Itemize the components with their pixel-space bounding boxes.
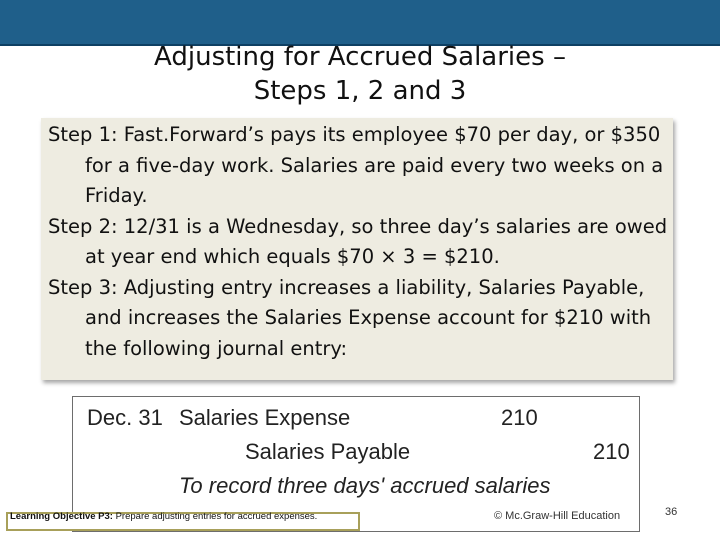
step-1-text: Step 1: Fast.Forward’s pays its employee $70 per day, or $350 for a five-day work. Salaries are paid every two weeks on a Friday. bbox=[48, 123, 664, 207]
journal-debit-amount: 210 bbox=[501, 405, 538, 430]
step-2-text: Step 2: 12/31 is a Wednesday, so three day’s salaries are owed at year end which equals $70 × 3 = $210. bbox=[48, 214, 668, 268]
copyright-text: © Mc.Graw-Hill Education bbox=[494, 510, 621, 522]
learning-objective bbox=[10, 511, 328, 523]
step-3-text: Step 3: Adjusting entry increases a liability, Salaries Payable, and increases the Salaries Expense account for $210 with the following journal entry: bbox=[48, 275, 652, 360]
journal-credit-account: Salaries Payable bbox=[245, 439, 411, 464]
journal-memo: To record three days' accrued salaries bbox=[179, 473, 551, 498]
learning-objective-text: Prepare adjusting entries for accrued expenses. bbox=[115, 511, 318, 522]
slide-title-line-1: Adjusting for Accrued Salaries – bbox=[154, 42, 566, 72]
steps-list bbox=[48, 120, 672, 364]
page-number: 36 bbox=[665, 506, 678, 518]
journal-date: Dec. 31 bbox=[87, 405, 163, 430]
journal-credit-amount: 210 bbox=[593, 439, 630, 464]
slide-title-line-2: Steps 1, 2 and 3 bbox=[253, 76, 467, 106]
journal-debit-account: Salaries Expense bbox=[179, 405, 351, 430]
slide-title bbox=[0, 40, 720, 108]
learning-objective-label: Learning Objective P3: bbox=[10, 511, 113, 522]
